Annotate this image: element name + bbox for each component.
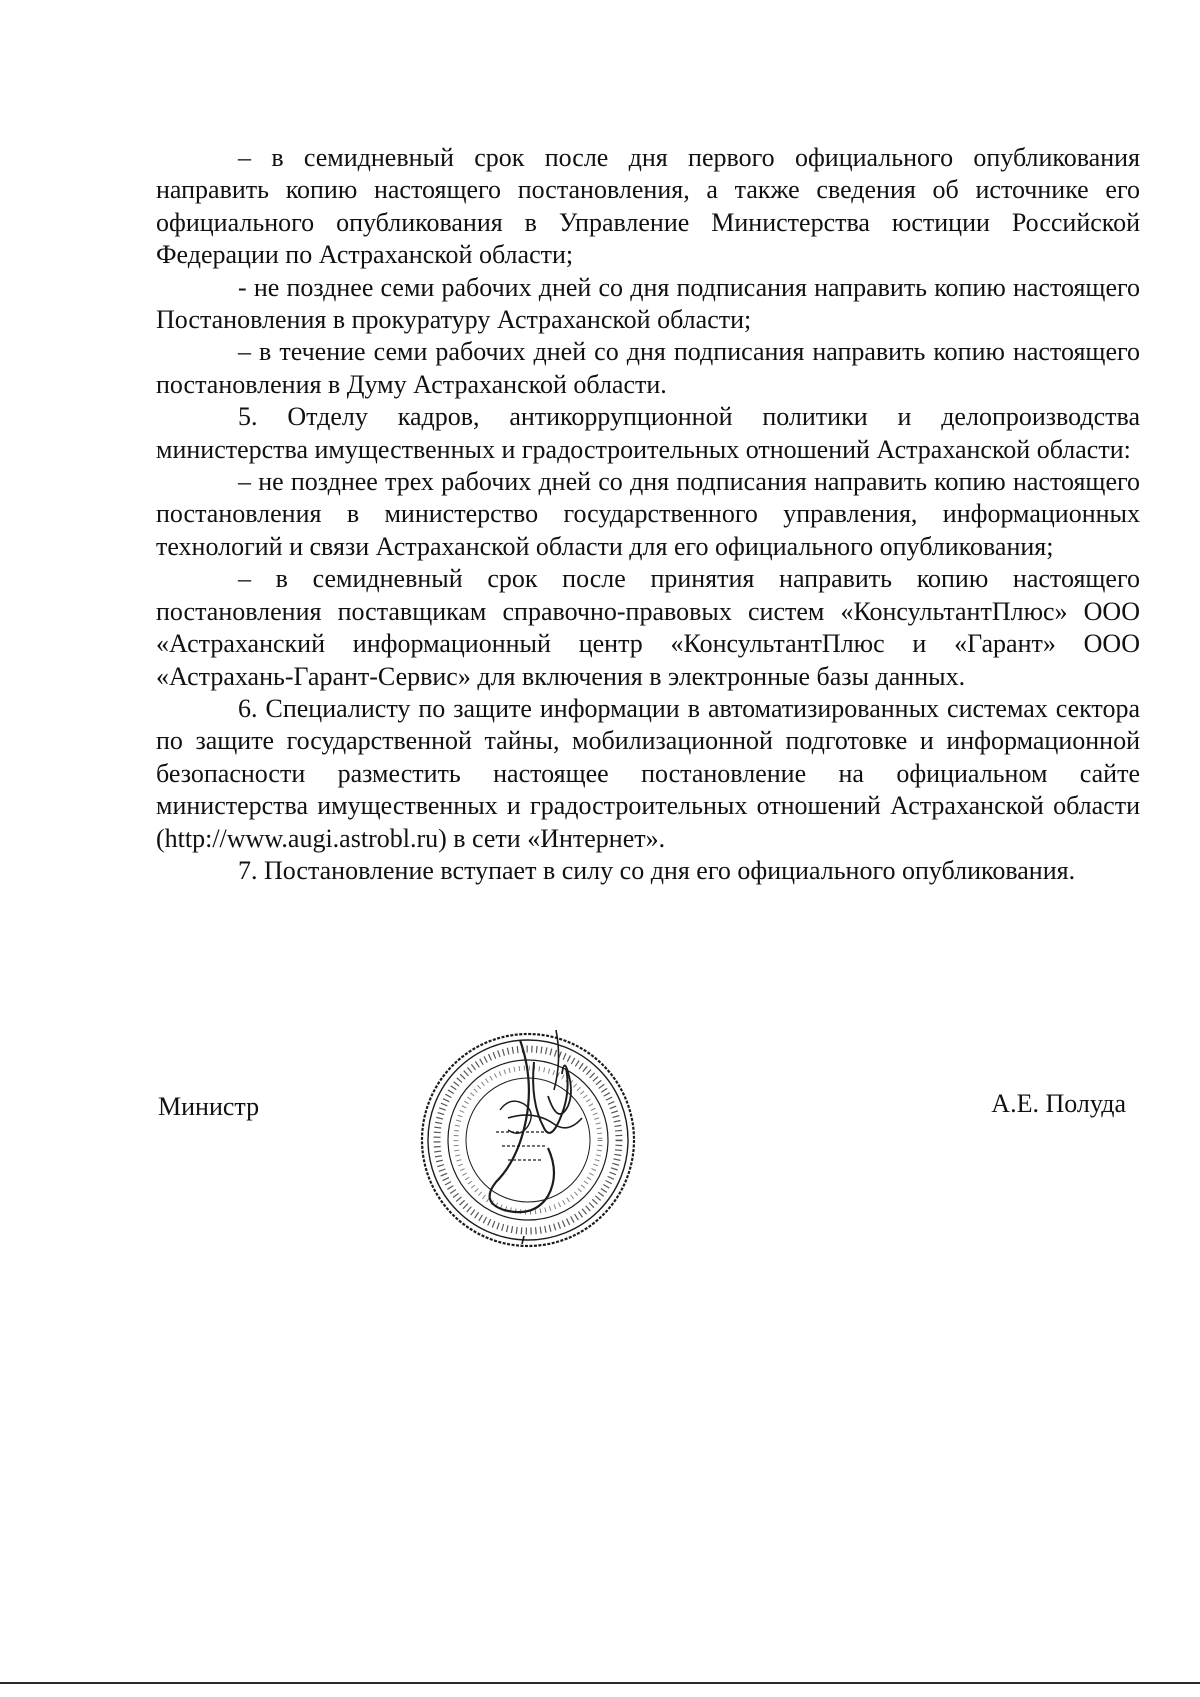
round-official-seal-with-signature-icon <box>408 1000 668 1260</box>
paragraph-8: 7. Постановление вступает в силу со дня его официального опубликования. <box>238 855 1076 885</box>
paragraph-2: - не позднее семи рабочих дней со дня подписания направить копию настоящего Постановления в прокуратуру Астраханской области; <box>156 272 1140 335</box>
paragraph-3: – в течение семи рабочих дней со дня подписания направить копию настоящего постановления в Думу Астраханской области. <box>156 337 1140 399</box>
paragraph-7: 6. Специалисту по защите информации в автоматизированных системах сектора по защите государственной тайны, мобилизационной подготовке и информационной безопасности разместить настоящее постановление на официальном сайте министерства имущественных и градостроительных отношений Астраханской области (http://www.augi.astrobl.ru) в сети «Интернет». <box>156 693 1140 853</box>
paragraph-5: – не позднее трех рабочих дней со дня подписания направить копию настоящего постановления в министерство государственного управления, информационных технологий и связи Астраханской области для его официального опубликования; <box>156 467 1140 561</box>
signatory-title: Министр <box>158 1092 260 1121</box>
paragraph-4: 5. Отделу кадров, антикоррупционной политики и делопроизводства министерства имущественных и градостроительных отношений Астраханской области: <box>156 402 1140 464</box>
paragraph-6: – в семидневный срок после принятия направить копию настоящего постановления поставщикам справочно-правовых систем «КонсультантПлюс» ООО «Астраханский информационный центр «КонсультантПлюс и «Гарант» ООО «Астрахань-Гарант-Сервис» для включения в электронные базы данных. <box>156 564 1140 691</box>
scan-bottom-edge-line <box>0 1682 1200 1684</box>
document-body <box>156 142 1140 887</box>
paragraph-1: – в семидневный срок после дня первого официального опубликования направить копию настоящего постановления, а также сведения об источнике его официального опубликования в Управление Министерства юстиции Российской Федерации по Астраханской области; <box>156 143 1140 270</box>
signature-block <box>0 1000 1200 1260</box>
signatory-name: А.Е. Полуда <box>991 1089 1126 1118</box>
